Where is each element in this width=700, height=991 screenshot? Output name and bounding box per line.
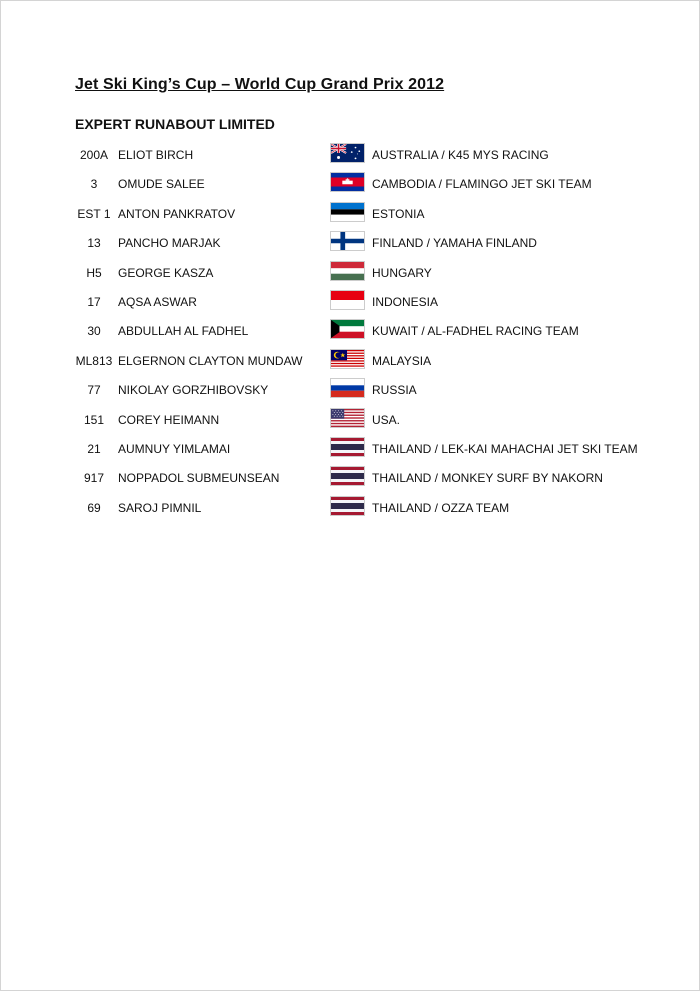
list-item: [1, 228, 700, 257]
entry-name: NOPPADOL SUBMEUNSEAN: [118, 471, 280, 486]
entry-name: SAROJ PIMNIL: [118, 500, 202, 515]
entry-country: AUSTRALIA / K45 MYS RACING: [372, 148, 549, 162]
australia-flag-icon: [330, 143, 365, 163]
entry-number: 917: [83, 471, 105, 486]
indonesia-flag-icon: [330, 290, 365, 310]
entry-country: KUWAIT / AL-FADHEL RACING TEAM: [372, 324, 579, 339]
kuwait-flag-icon: [330, 319, 365, 339]
entry-number: ML813: [75, 353, 113, 368]
list-item: [1, 140, 700, 169]
page-title: Jet Ski King’s Cup – World Cup Grand Prix 2012: [75, 76, 445, 93]
list-item: [1, 463, 700, 492]
entry-name: PANCHO MARJAK: [118, 236, 221, 251]
cambodia-flag-icon: [330, 172, 365, 192]
entry-country: THAILAND / MONKEY SURF BY NAKORN: [372, 471, 603, 486]
category-heading: EXPERT RUNABOUT LIMITED: [75, 116, 275, 132]
entry-name: AUMNUY YIMLAMAI: [118, 441, 231, 456]
list-item: [1, 169, 700, 198]
list-item: [1, 346, 700, 375]
entry-country: THAILAND / LEK-KAI MAHACHAI JET SKI TEAM: [372, 441, 638, 456]
entry-number: EST 1: [77, 206, 111, 221]
entry-number: 77: [87, 383, 101, 398]
list-item: [1, 375, 700, 404]
hungary-flag-icon: [330, 261, 365, 281]
entry-number: 30: [87, 324, 101, 339]
list-item: [1, 493, 700, 522]
thailand-flag-icon: [330, 466, 365, 486]
entry-name: ELGERNON CLAYTON MUNDAW: [118, 353, 303, 368]
usa-flag-icon: [330, 408, 365, 428]
entry-name: NIKOLAY GORZHIBOVSKY: [118, 383, 269, 398]
list-item: [1, 287, 700, 316]
entry-number: 21: [87, 441, 101, 456]
entry-number: H5: [86, 265, 102, 280]
entry-number: 17: [87, 294, 101, 309]
entry-number: 151: [83, 412, 105, 427]
list-item: [1, 316, 700, 345]
list-item: [1, 434, 700, 463]
entry-country: HUNGARY: [372, 265, 432, 280]
estonia-flag-icon: [330, 202, 365, 222]
list-item: [1, 405, 700, 434]
russia-flag-icon: [330, 378, 365, 398]
entry-country: MALAYSIA: [372, 353, 432, 368]
entry-name: COREY HEIMANN: [118, 412, 220, 427]
entry-number: 69: [87, 500, 101, 515]
entry-country: CAMBODIA / FLAMINGO JET SKI TEAM: [372, 177, 592, 192]
entry-name: ELIOT BIRCH: [118, 148, 194, 162]
entry-number: 3: [90, 177, 98, 192]
entry-country: THAILAND / OZZA TEAM: [372, 500, 510, 515]
entry-name: OMUDE SALEE: [118, 177, 205, 192]
entry-country: FINLAND / YAMAHA FINLAND: [372, 236, 537, 251]
thailand-flag-icon: [330, 437, 365, 457]
entry-name: ANTON PANKRATOV: [118, 206, 236, 221]
malaysia-flag-icon: [330, 349, 365, 369]
thailand-flag-icon: [330, 496, 365, 516]
entry-country: RUSSIA: [372, 383, 417, 398]
entry-number: 13: [87, 236, 101, 251]
list-item: [1, 199, 700, 228]
list-item: [1, 258, 700, 287]
entry-name: GEORGE KASZA: [118, 265, 214, 280]
entry-country: ESTONIA: [372, 206, 425, 221]
entry-number: 200A: [79, 148, 109, 162]
entry-name: AQSA ASWAR: [118, 294, 197, 309]
entry-country: USA.: [372, 412, 401, 427]
entry-name: ABDULLAH AL FADHEL: [118, 324, 249, 339]
entry-country: INDONESIA: [372, 294, 439, 309]
finland-flag-icon: [330, 231, 365, 251]
entry-list: [1, 140, 700, 522]
